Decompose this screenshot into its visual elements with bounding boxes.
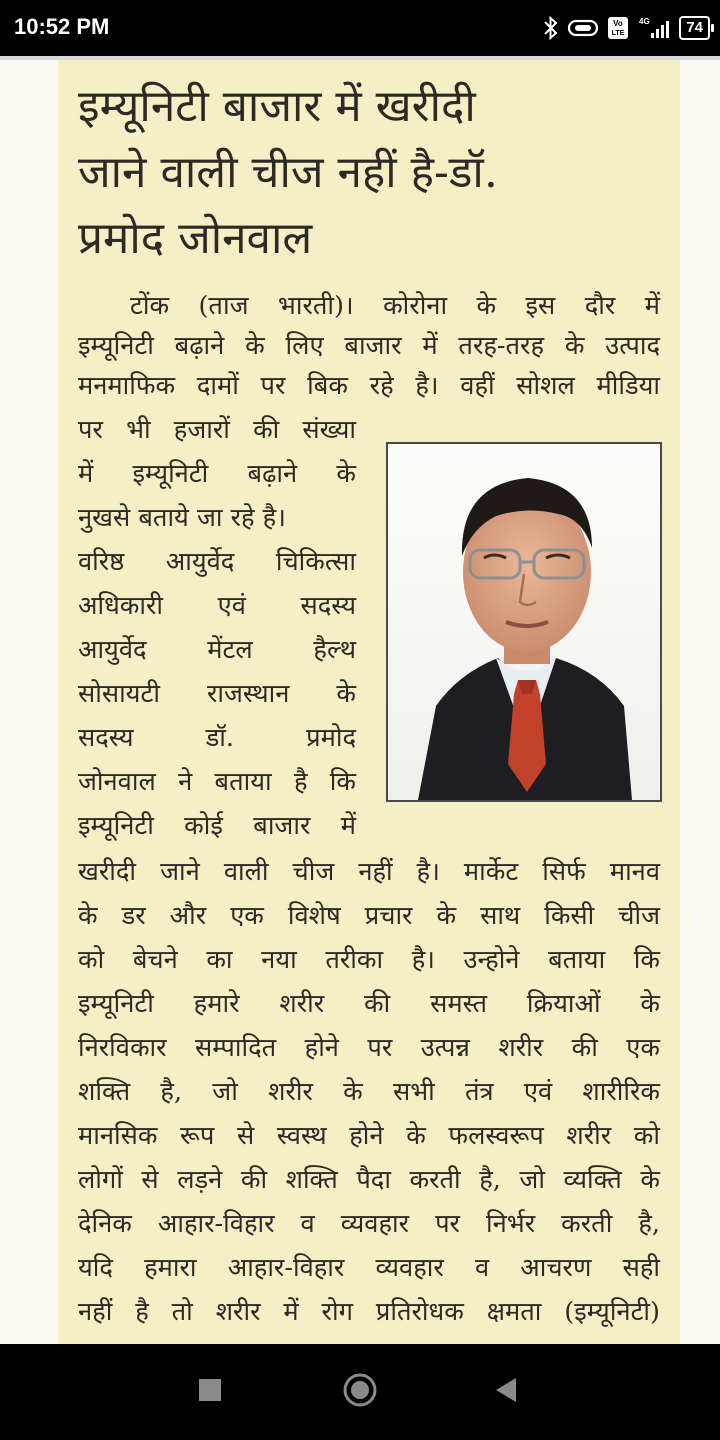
body-line: शक्ति है, जो शरीर के सभी तंत्र एवं शारीरिक — [78, 1077, 660, 1107]
body-line: जोनवाल ने बताया है कि — [78, 767, 356, 797]
body-line: इम्यूनिटी हमारे शरीर की समस्त क्रियाओं के — [78, 989, 660, 1019]
body-line: नहीं है तो शरीर में रोग प्रतिरोधक क्षमता (इम्यूनिटी) — [78, 1297, 660, 1327]
signal-icon — [637, 16, 671, 40]
battery-icon: 74 — [679, 16, 710, 40]
home-button[interactable] — [340, 1372, 380, 1412]
body-line: मानसिक रूप से स्वस्थ होने के फलस्वरूप शरीर को — [78, 1121, 660, 1151]
body-line: वरिष्ठ आयुर्वेद चिकित्सा — [78, 547, 356, 577]
body-line: टोंक (ताज भारती)। कोरोना के इस दौर में — [130, 291, 660, 321]
image-viewer[interactable] — [0, 60, 720, 1344]
body-line: में इम्यूनिटी बढ़ाने के — [78, 459, 356, 489]
body-line: निरविकार सम्पादित होने पर उत्पन्न शरीर की एक — [78, 1033, 660, 1063]
headline-line: प्रमोद जोनवाल — [78, 213, 313, 264]
back-button[interactable] — [486, 1372, 526, 1412]
body-line: को बेचने का नया तरीका है। उन्होने बताया कि — [78, 945, 660, 975]
body-line: यदि हमारा आहार-विहार व्यवहार व आचरण सही — [78, 1253, 660, 1283]
headline-line: जाने वाली चीज नहीं है-डॉ. — [78, 147, 498, 198]
recents-button[interactable] — [190, 1372, 230, 1412]
portrait-photo — [386, 442, 662, 802]
body-line: इम्यूनिटी कोई बाजार में — [78, 811, 356, 841]
volte-icon — [607, 16, 629, 40]
svg-text:Vo: Vo — [613, 19, 624, 28]
svg-text:LTE: LTE — [611, 30, 625, 37]
body-line: पर भी हजारों की संख्या — [78, 415, 356, 445]
bluetooth-icon — [543, 15, 559, 41]
status-icons — [543, 12, 710, 44]
vibrate-icon — [567, 18, 599, 38]
body-line: सोसायटी राजस्थान के — [78, 679, 356, 709]
body-line: के डर और एक विशेष प्रचार के साथ किसी चीज — [78, 901, 660, 931]
triangle-icon — [494, 1377, 518, 1407]
body-line: खरीदी जाने वाली चीज नहीं है। मार्केट सिर्फ मानव — [78, 857, 660, 887]
article-headline — [78, 74, 668, 272]
headline-line: इम्यूनिटी बाजार में खरीदी — [78, 81, 476, 132]
body-line: इम्यूनिटी बढ़ाने के लिए बाजार में तरह-तरह के उत्पाद — [78, 331, 660, 361]
body-line: लोगों से लड़ने की शक्ति पैदा करती है, जो व्यक्ति के — [78, 1165, 660, 1195]
body-line: सदस्य डॉ. प्रमोद — [78, 723, 356, 753]
status-bar — [0, 0, 720, 56]
circle-icon — [342, 1372, 378, 1412]
body-line: आयुर्वेद मेंटल हैल्थ — [78, 635, 356, 665]
square-icon — [198, 1378, 222, 1406]
svg-text:4G: 4G — [639, 17, 650, 26]
newspaper-clipping — [58, 60, 680, 1344]
body-line: नुखसे बताये जा रहे है। — [78, 503, 286, 533]
navigation-bar — [0, 1344, 720, 1440]
body-line: देनिक आहार-विहार व व्यवहार पर निर्भर करती है, — [78, 1209, 660, 1239]
body-line: मनमाफिक दामों पर बिक रहे है। वहीं सोशल मीडिया — [78, 371, 660, 401]
body-line: अधिकारी एवं सदस्य — [78, 591, 356, 621]
status-time: 10:52 PM — [14, 14, 110, 39]
